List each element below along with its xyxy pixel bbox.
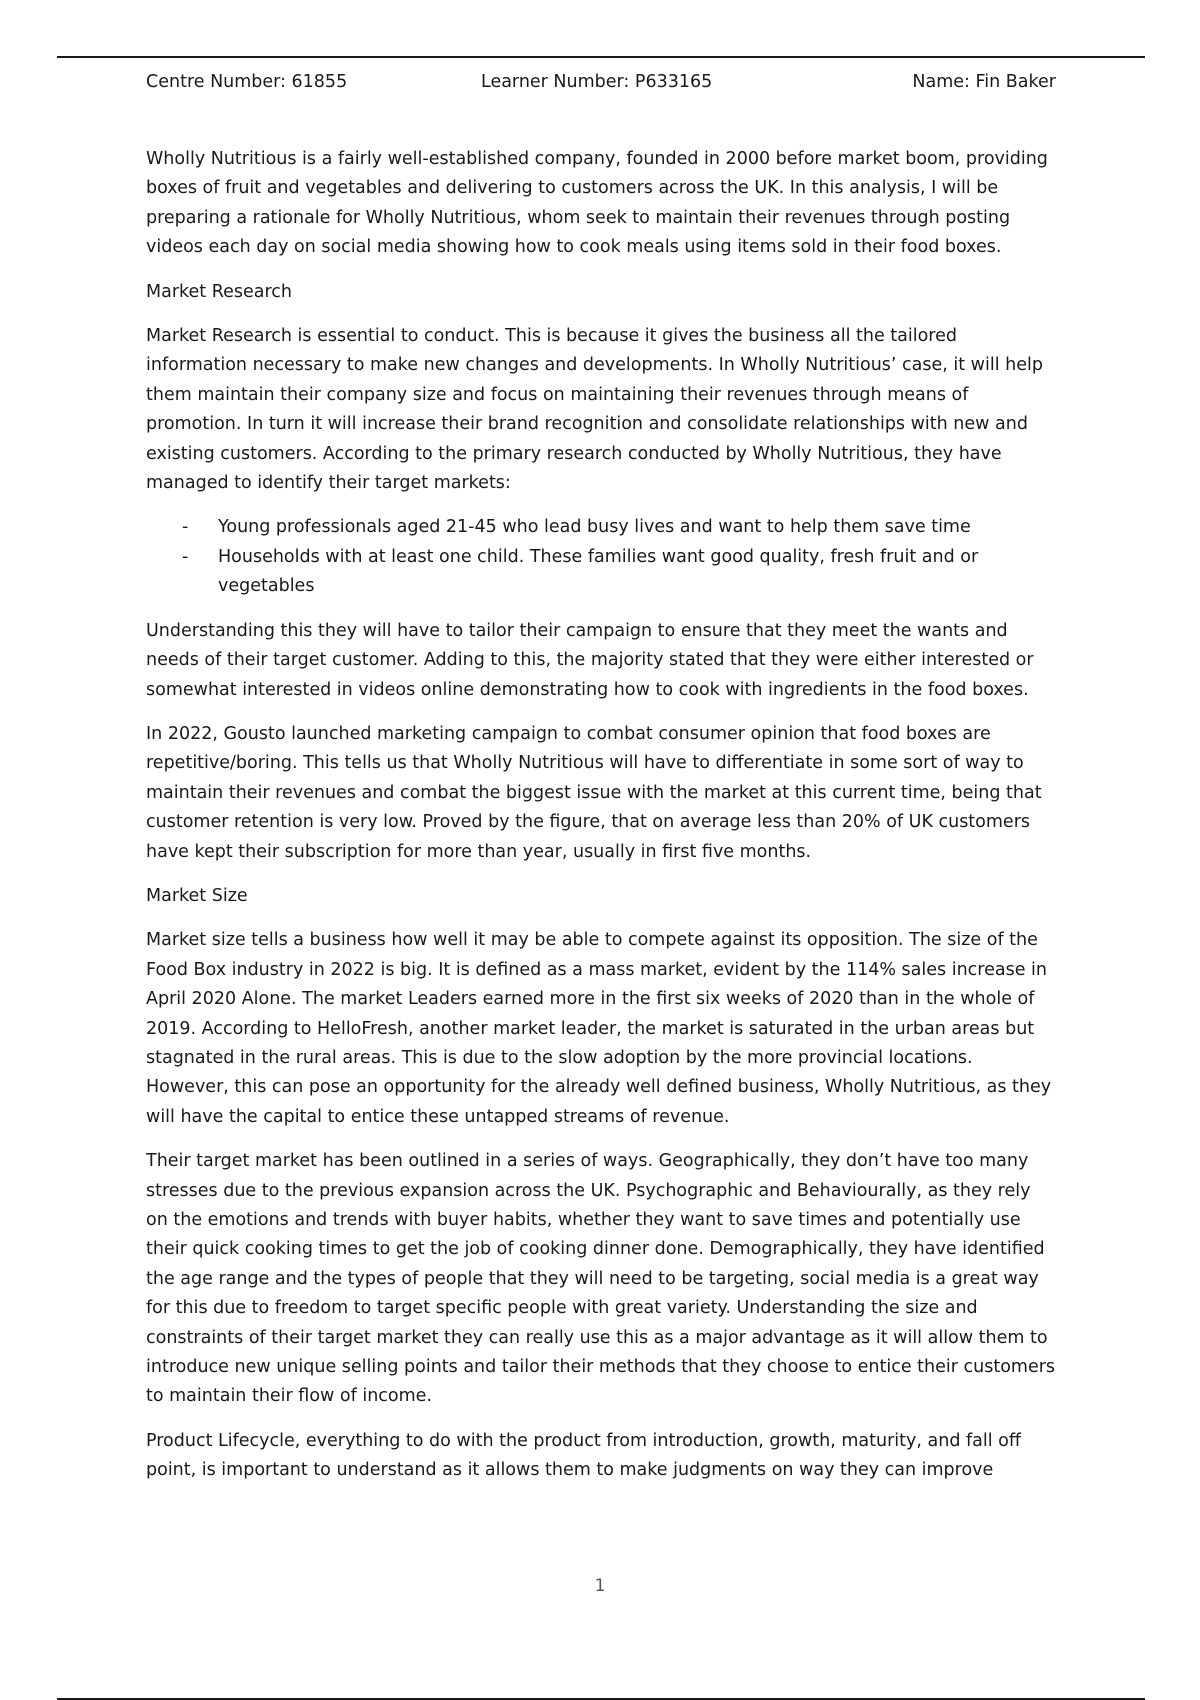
list-item-text: Households with at least one child. These families want good quality, fresh fruit and or vegetables: [218, 546, 979, 597]
centre-number: Centre Number: 61855: [146, 72, 348, 92]
top-rule: [57, 56, 1145, 58]
gousto-paragraph: In 2022, Gousto launched marketing campaign to combat consumer opinion that food boxes are repetitive/boring. This tells us that Wholly Nutritious will have to differentiate in some sort of way to maintain their revenues and combat the biggest issue with the market at this current time, being that customer retention is very low. Proved by the figure, that on average less than 20% of UK customers have kept their subscription for more than year, usually in first five months.: [146, 723, 1042, 862]
bullet-dash: -: [182, 517, 189, 538]
target-market-paragraph: Their target market has been outlined in a series of ways. Geographically, they don’t have too many stresses due to the previous expansion across the UK. Psychographic and Behaviourally, as they rely on the emotions and trends with buyer habits, whether they want to save times and potentially use their quick cooking times to get the job of cooking dinner done. Demographically, they have identified the age range and the types of people that they will need to be targeting, social media is a great way for this due to freedom to target specific people with great variety. Understanding the size and constraints of their target market they can really use this as a major advantage as it will allow them to introduce new unique selling points and tailor their methods that they choose to entice their customers to maintain their flow of income.: [146, 1151, 1056, 1407]
heading-market-size: Market Size: [146, 885, 248, 906]
learner-name: Name: Fin Baker: [912, 72, 1056, 92]
list-item: [146, 543, 1056, 602]
document-body: [146, 145, 1056, 1501]
list-item-text: Young professionals aged 21-45 who lead busy lives and want to help them save time: [218, 517, 971, 538]
bullet-dash: -: [182, 546, 189, 567]
heading-market-research: Market Research: [146, 281, 292, 302]
learner-number: Learner Number: P633165: [481, 72, 713, 92]
page-number: 1: [594, 1576, 606, 1596]
market-size-paragraph: Market size tells a business how well it may be able to compete against its opposition. The size of the Food Box industry in 2022 is big. It is defined as a mass market, evident by the 114% sales increase in April 2020 Alone. The market Leaders earned more in the first six weeks of 2020 than in the whole of 2019. According to HelloFresh, another market leader, the market is saturated in the urban areas but stagnated in the rural areas. This is due to the slow adoption by the more provincial locations. However, this can pose an opportunity for the already well defined business, Wholly Nutritious, as they will have the capital to entice these untapped streams of revenue.: [146, 930, 1052, 1127]
target-customer-paragraph: Understanding this they will have to tailor their campaign to ensure that they meet the wants and needs of their target customer. Adding to this, the majority stated that they were either interested or somewhat interested in videos online demonstrating how to cook with ingredients in the food boxes.: [146, 620, 1034, 700]
product-lifecycle-paragraph: Product Lifecycle, everything to do with the product from introduction, growth, maturity, and fall off point, is important to understand as it allows them to make judgments on way they can improve: [146, 1430, 1021, 1481]
page-header: [146, 72, 1056, 96]
target-market-list: [146, 513, 1056, 601]
intro-paragraph: Wholly Nutritious is a fairly well-established company, founded in 2000 before market boom, providing boxes of fruit and vegetables and delivering to customers across the UK. In this analysis, I will be preparing a rationale for Wholly Nutritious, whom seek to maintain their revenues through posting videos each day on social media showing how to cook meals using items sold in their food boxes.: [146, 149, 1048, 258]
list-item: [146, 513, 1056, 542]
market-research-paragraph: Market Research is essential to conduct. This is because it gives the business all the tailored information necessary to make new changes and developments. In Wholly Nutritious’ case, it will help them maintain their company size and focus on maintaining their revenues through means of promotion. In turn it will increase their brand recognition and consolidate relationships with new and existing customers. According to the primary research conducted by Wholly Nutritious, they have managed to identify their target markets:: [146, 326, 1043, 494]
